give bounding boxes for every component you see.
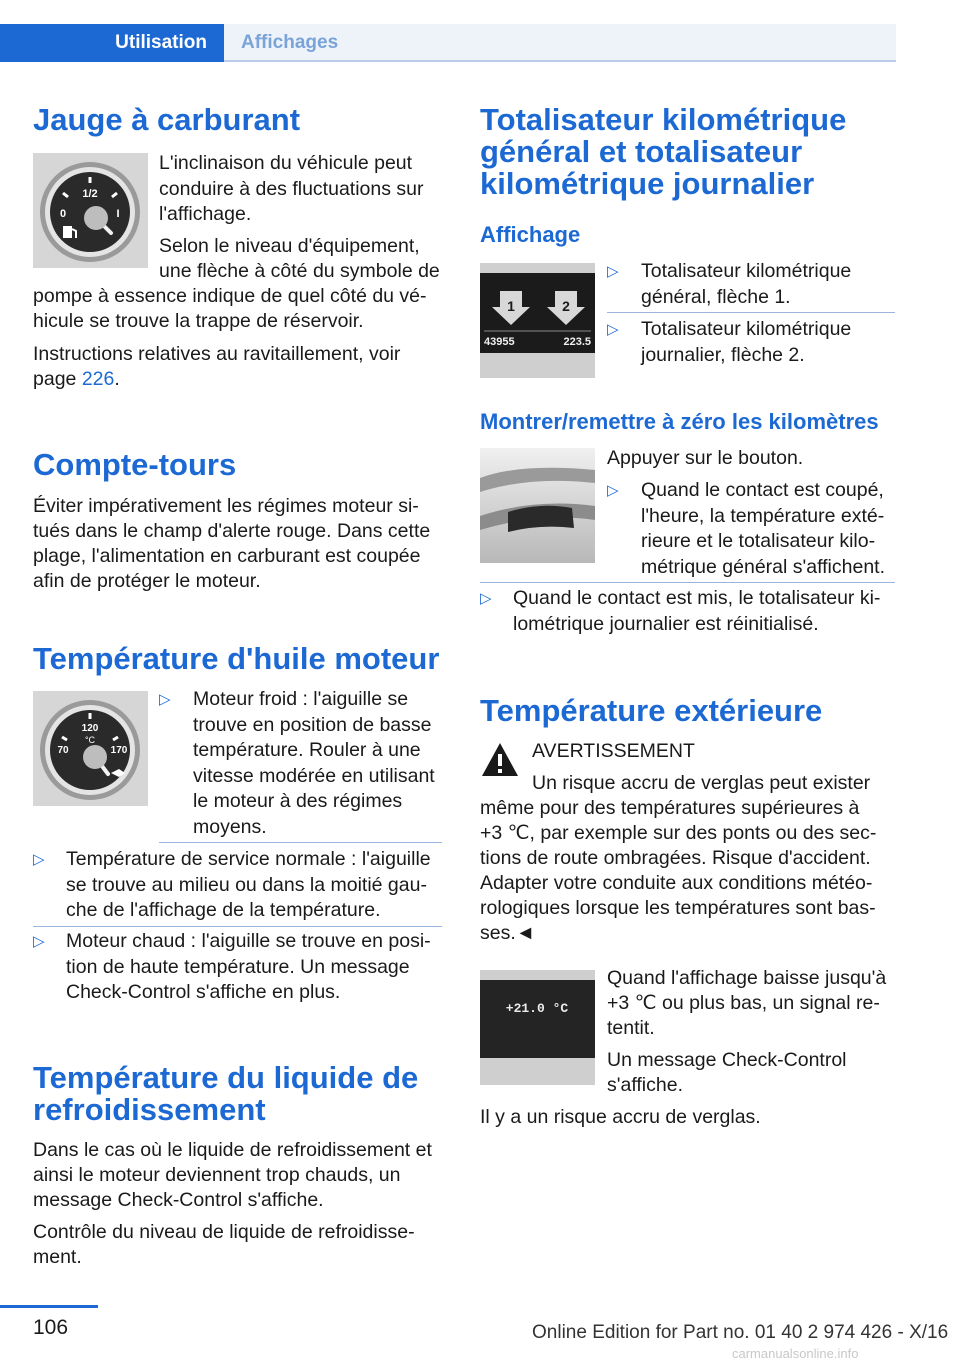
section-title-outside: Température extérieure (480, 693, 823, 728)
warning-line-5: Adapter votre conduite aux conditions météo- (480, 872, 873, 894)
footer-edition: Online Edition for Part no. 01 40 2 974 426 - X/16 (532, 1322, 949, 1343)
oil-gauge-image (33, 691, 148, 806)
footer-accent-line (0, 1305, 98, 1308)
outside-p2-line-1: Un message Check-Control (607, 1049, 847, 1071)
oil-gauge-120: 120 (81, 723, 99, 734)
section-title-coolant-line-2: refroidissement (33, 1092, 266, 1127)
reset-bullet-1-line-2: l'heure, la température exté- (641, 504, 885, 527)
section-title-rpm: Compte-tours (33, 447, 237, 482)
warning-icon (480, 741, 520, 779)
fuel-page-period: . (114, 368, 120, 390)
section-title-oil: Température d'huile moteur (33, 641, 440, 676)
rpm-line-2: tués dans le champ d'alerte rouge. Dans cette (33, 520, 431, 542)
separator (33, 926, 442, 927)
oil-bullet-2-line-1: Température de service normale : l'aiguille (66, 848, 431, 870)
bullet-triangle-icon: ▷ (607, 482, 619, 499)
odometer-bullet-1 (607, 259, 897, 310)
separator (480, 582, 895, 583)
oil-bullet-1-line-3: température. Rouler à une (193, 739, 421, 761)
reset-bullet-1-line-4: métrique général s'affichent. (641, 555, 886, 578)
fuel-gauge-one: I (116, 208, 120, 220)
odometer-bullet-1-line-2: général, flèche 1. (641, 285, 791, 308)
reset-subtitle: Montrer/remettre à zéro les kilomètres (480, 409, 879, 434)
warning-line-6: rologiques lorsque les températures sont bas- (480, 897, 876, 919)
reset-bullet-2-line-1: Quand le contact est mis, le totalisateur ki- (513, 587, 881, 609)
section-title-odometer-line-3: kilométrique journalier (480, 166, 815, 201)
coolant-p1-line-3: message Check-Control s'affiche. (33, 1189, 324, 1211)
reset-bullet-1 (607, 478, 897, 580)
reset-bullet-1-line-1: Quand le contact est coupé, (641, 479, 884, 501)
outside-p1-line-3: tentit. (607, 1017, 655, 1039)
tab-affichages-label: Affichages (241, 32, 339, 53)
oil-bullet-1-line-5: le moteur à des régimes (193, 790, 403, 812)
fuel-gauge-half: 1/2 (82, 188, 98, 200)
reset-bullet-2 (480, 586, 897, 637)
rpm-line-4: afin de protéger le moteur. (33, 570, 261, 592)
coolant-p1-line-1: Dans le cas où le liquide de refroidissement et (33, 1139, 432, 1161)
oil-bullet-3-line-2: tion de haute température. Un message (66, 955, 410, 978)
warning-line-2: même pour des températures supérieures à (480, 797, 860, 819)
fuel-paragraph-1: L'inclinaison du véhicule peut conduire à des fluctuations sur l'affichage. (159, 152, 424, 225)
oil-gauge-70: 70 (57, 745, 69, 756)
oil-bullet-3 (33, 929, 445, 1006)
warning-line-3: +3 ℃, par exemple sur des ponts ou des sec- (480, 822, 877, 844)
oil-bullet-2 (33, 847, 445, 924)
separator (159, 842, 442, 843)
warning-label: AVERTISSEMENT (532, 740, 695, 762)
odometer-subtitle: Affichage (480, 222, 581, 247)
oil-bullet-1-line-4: vitesse modérée en utilisant (193, 764, 435, 787)
outside-p3: Il y a un risque accru de verglas. (480, 1106, 761, 1128)
odometer-bullet-2 (607, 317, 897, 368)
fuel-paragraph-3-line-2 (33, 367, 120, 393)
outside-p1-line-1: Quand l'affichage baisse jusqu'à (607, 967, 887, 989)
oil-gauge-170: 170 (110, 745, 128, 756)
oil-bullet-3-line-3: Check-Control s'affiche en plus. (66, 981, 341, 1003)
bullet-triangle-icon: ▷ (480, 590, 492, 607)
tab-utilisation[interactable] (0, 24, 224, 62)
fuel-gauge-image (33, 153, 148, 268)
warning-line-7: ses.◄ (480, 922, 536, 944)
watermark: carmanualsonline.info (732, 1346, 859, 1361)
odometer-bullet-1-line-1: Totalisateur kilométrique (641, 260, 852, 282)
section-title-odometer-line-1: Totalisateur kilométrique (480, 102, 847, 137)
rpm-line-3: plage, l'alimentation en carburant est coupée (33, 545, 421, 567)
tab-affichages[interactable] (224, 24, 896, 62)
odometer-arrow-2: 2 (562, 298, 570, 314)
oil-bullet-1 (159, 687, 449, 840)
oil-bullet-1-line-2: trouve en position de basse (193, 713, 432, 736)
oil-gauge-unit: °C (84, 735, 96, 745)
fuel-paragraph-2-line-1: Selon le niveau d'équipement, (159, 235, 420, 257)
page-header (0, 0, 896, 62)
fuel-paragraph-3-line-1: Instructions relatives au ravitaillement, voir (33, 343, 401, 365)
fuel-page-link[interactable]: 226 (81, 368, 115, 390)
coolant-p2-line-2: ment. (33, 1246, 82, 1268)
rpm-line-1: Éviter impérativement les régimes moteur si- (33, 495, 419, 517)
odometer-total-value: 43955 (484, 336, 515, 348)
warning-line-4: tions de route ombragées. Risque d'accident. (480, 847, 871, 869)
coolant-p1-line-2: ainsi le moteur deviennent trop chauds, un (33, 1164, 401, 1186)
section-title-fuel: Jauge à carburant (33, 102, 301, 137)
fuel-paragraph-2-line-2: une flèche à côté du symbole de (159, 260, 440, 282)
outside-p1-line-2: +3 ℃ ou plus bas, un signal re- (607, 992, 880, 1014)
bullet-triangle-icon: ▷ (33, 933, 45, 950)
reset-bullet-1-line-3: rieure et le totalisateur kilo- (641, 530, 876, 552)
reset-paragraph: Appuyer sur le bouton. (607, 447, 804, 469)
odometer-bullet-2-line-2: journalier, flèche 2. (641, 343, 805, 366)
temperature-display-image (480, 970, 595, 1085)
fuel-paragraph-2-line-4: hicule se trouve la trappe de réservoir. (33, 310, 364, 332)
odometer-trip-value: 223.5 (563, 336, 591, 348)
outside-p2-line-2: s'affiche. (607, 1074, 683, 1096)
fuel-gauge-zero: 0 (59, 208, 67, 220)
warning-line-1: Un risque accru de verglas peut exister (532, 772, 871, 794)
header-rule (224, 60, 896, 62)
fuel-page-label: page (33, 368, 77, 390)
reset-button-image (480, 448, 595, 563)
oil-bullet-2-line-3: che de l'affichage de la température. (66, 899, 381, 921)
bullet-triangle-icon: ▷ (33, 851, 45, 868)
temperature-display-value: +21.0 °C (505, 1001, 569, 1016)
section-title-odometer-line-2: général et totalisateur (480, 134, 803, 169)
section-title-coolant-line-1: Température du liquide de (33, 1060, 419, 1095)
odometer-arrow-1: 1 (507, 298, 515, 314)
oil-bullet-3-line-1: Moteur chaud : l'aiguille se trouve en posi- (66, 930, 431, 952)
bullet-triangle-icon: ▷ (607, 321, 619, 338)
fuel-paragraph-2-line-3: pompe à essence indique de quel côté du vé- (33, 285, 427, 307)
oil-bullet-1-line-1: Moteur froid : l'aiguille se (193, 688, 409, 710)
odometer-display-image (480, 263, 595, 378)
bullet-triangle-icon: ▷ (607, 263, 619, 280)
tab-utilisation-label: Utilisation (115, 32, 207, 53)
separator (607, 312, 895, 313)
oil-bullet-2-line-2: se trouve au milieu ou dans la moitié gau- (66, 873, 427, 896)
bullet-triangle-icon: ▷ (159, 691, 171, 708)
oil-bullet-1-line-6: moyens. (193, 815, 267, 838)
reset-bullet-2-line-2: lométrique journalier est réinitialisé. (513, 612, 819, 635)
coolant-p2-line-1: Contrôle du niveau de liquide de refroidisse- (33, 1221, 415, 1243)
odometer-bullet-2-line-1: Totalisateur kilométrique (641, 318, 852, 340)
page-number: 106 (33, 1316, 69, 1339)
